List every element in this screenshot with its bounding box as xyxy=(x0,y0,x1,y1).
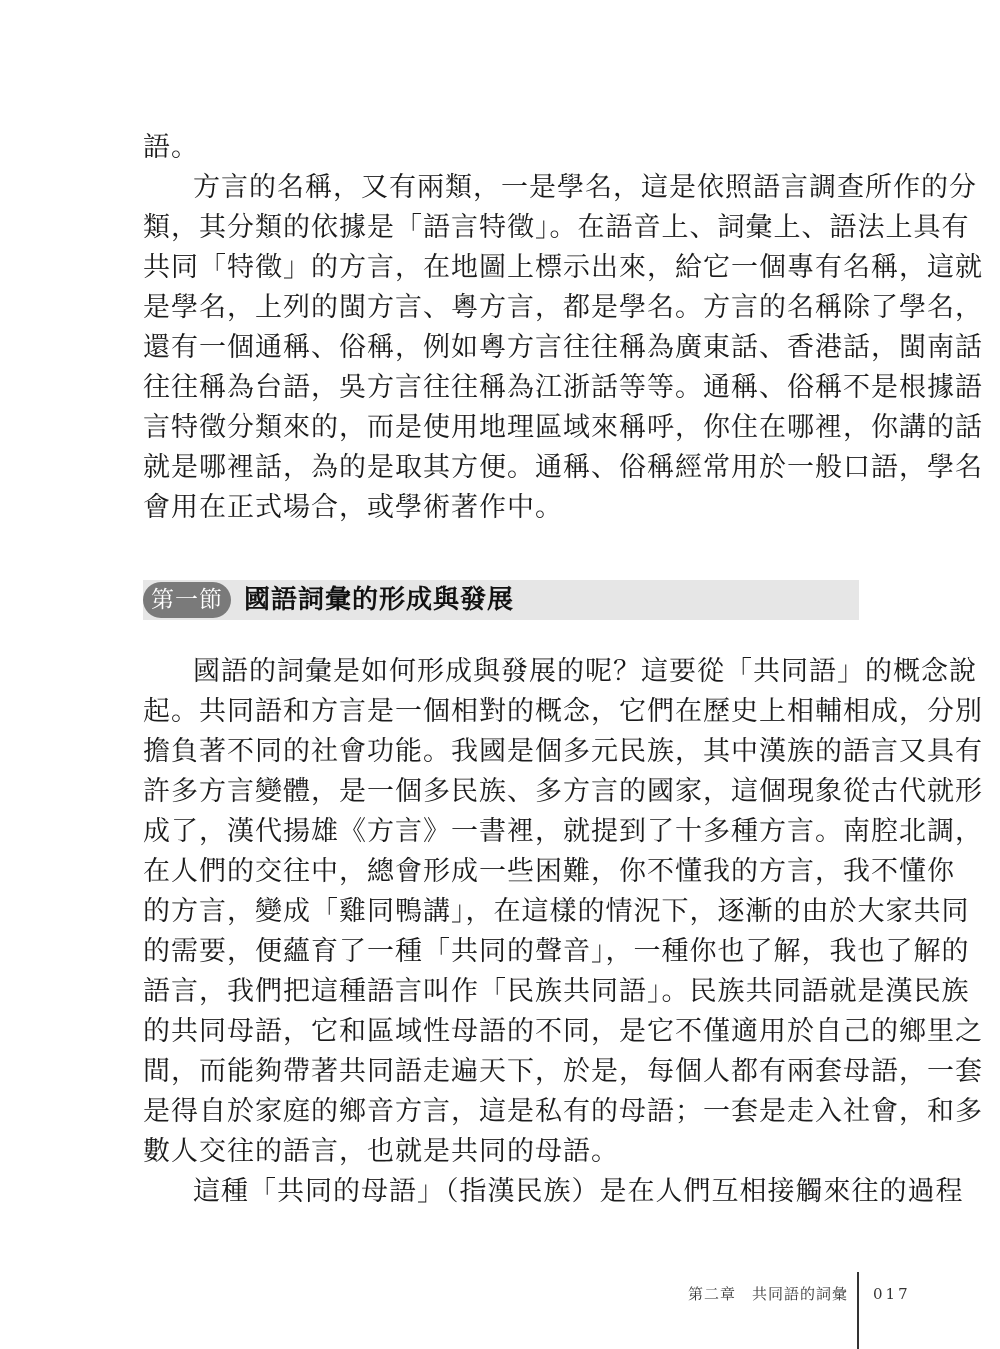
text-line: 數人交往的語言，也就是共同的母語。 xyxy=(143,1136,619,1167)
section-badge: 第一節 xyxy=(143,582,231,618)
text-line: 擔負著不同的社會功能。我國是個多元民族，其中漢族的語言又具有 xyxy=(143,736,983,767)
text-line: 是得自於家庭的鄉音方言，這是私有的母語；一套是走入社會，和多 xyxy=(143,1096,983,1127)
text-line: 的共同母語，它和區域性母語的不同，是它不僅適用於自己的鄉里之 xyxy=(143,1016,983,1047)
text-line: 的方言，變成「雞同鴨講」，在這樣的情況下，逐漸的由於大家共同 xyxy=(143,896,970,927)
text-line: 方言的名稱，又有兩類，一是學名，這是依照語言調查所作的分 xyxy=(193,172,977,203)
running-footer-chapter: 第二章 共同語的詞彙 xyxy=(687,1285,848,1303)
text-line: 成了，漢代揚雄《方言》一書裡，就提到了十多種方言。南腔北調， xyxy=(143,816,983,847)
text-line: 類，其分類的依據是「語言特徵」。在語音上、詞彙上、語法上具有 xyxy=(143,212,970,243)
text-line: 起。共同語和方言是一個相對的概念，它們在歷史上相輔相成，分別 xyxy=(143,696,983,727)
text-line: 往往稱為台語，吳方言往往稱為江浙話等等。通稱、俗稱不是根據語 xyxy=(143,372,983,403)
text-line: 間，而能夠帶著共同語走遍天下，於是，每個人都有兩套母語，一套 xyxy=(143,1056,983,1087)
text-line: 還有一個通稱、俗稱，例如粵方言往往稱為廣東話、香港話，閩南話 xyxy=(143,332,983,363)
text-line: 在人們的交往中，總會形成一些困難，你不懂我的方言，我不懂你 xyxy=(143,856,955,887)
text-line: 是學名，上列的閩方言、粵方言，都是學名。方言的名稱除了學名， xyxy=(143,292,983,323)
text-line: 這種「共同的母語」（指漢民族）是在人們互相接觸來往的過程 xyxy=(193,1176,964,1207)
text-line: 言特徵分類來的，而是使用地理區域來稱呼，你住在哪裡，你講的話 xyxy=(143,412,983,443)
text-line: 會用在正式場合，或學術著作中。 xyxy=(143,492,563,523)
text-line: 的需要，便蘊育了一種「共同的聲音」，一種你也了解，我也了解的 xyxy=(143,936,970,967)
text-line: 語言，我們把這種語言叫作「民族共同語」。民族共同語就是漢民族 xyxy=(143,976,970,1007)
footer-divider xyxy=(857,1272,859,1349)
text-line: 就是哪裡話，為的是取其方便。通稱、俗稱經常用於一般口語，學名 xyxy=(143,452,983,483)
text-line: 共同「特徵」的方言，在地圖上標示出來，給它一個專有名稱，這就 xyxy=(143,252,983,283)
section-title: 國語詞彙的形成與發展 xyxy=(244,585,515,615)
text-line: 國語的詞彙是如何形成與發展的呢？這要從「共同語」的概念說 xyxy=(193,656,977,687)
text-line: 許多方言變體，是一個多民族、多方言的國家，這個現象從古代就形 xyxy=(143,776,983,807)
page-number: 017 xyxy=(873,1285,911,1303)
text-line: 語。 xyxy=(143,132,199,163)
